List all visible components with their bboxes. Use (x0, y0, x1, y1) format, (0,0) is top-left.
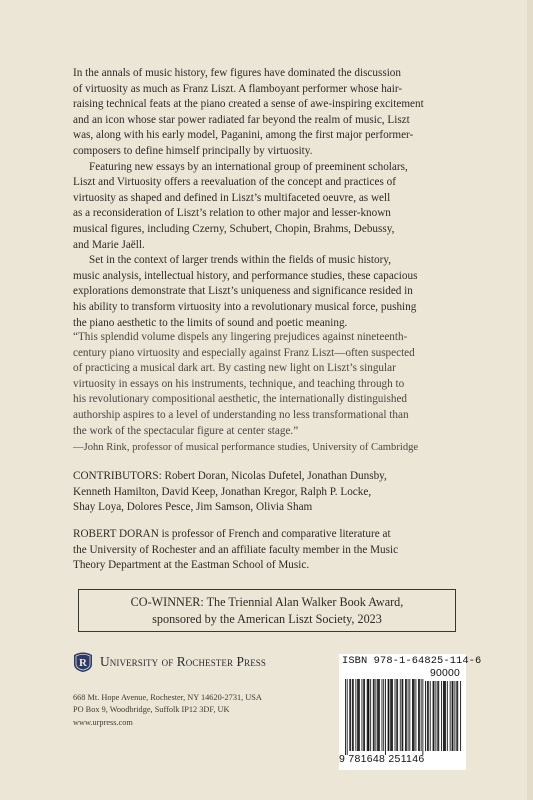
text-line: music analysis, intellectual history, and performance studies, these capacious (73, 269, 418, 282)
barcode-icon (339, 667, 466, 755)
barcode-bar (385, 679, 386, 755)
barcode-bar (353, 679, 354, 751)
barcode-bar (364, 679, 365, 751)
contributors-line: CONTRIBUTORS: Robert Doran, Nicolas Dufetel, Jonathan Dunsby, (73, 470, 387, 482)
address-line: PO Box 9, Woodbridge, Suffolk IP12 3DF, UK (73, 705, 230, 715)
barcode-addon-bar (425, 681, 426, 751)
barcode-bar (391, 679, 392, 751)
barcode-bar (422, 679, 423, 755)
description-paragraph-2 (73, 160, 465, 254)
text-line: raising technical feats at the piano created a sense of awe-inspiring excitement (73, 98, 424, 111)
barcode-bar (349, 679, 350, 751)
book-description (73, 66, 465, 331)
barcode-addon-bar (434, 681, 435, 751)
barcode-bar (345, 679, 346, 755)
barcode-bar (368, 679, 369, 751)
barcode-bar (377, 679, 378, 751)
address-website: www.urpress.com (73, 717, 133, 727)
barcode-bar (367, 679, 368, 751)
barcode-addon-bar (454, 681, 455, 751)
barcode-bar (379, 679, 380, 751)
barcode-bar (414, 679, 415, 751)
text-line: In the annals of music history, few figures have dominated the discussion (73, 67, 401, 79)
text-line: Set in the context of larger trends within the fields of music history, (89, 254, 392, 267)
quote-line: virtuosity in essays on his instruments, technique, and teaching through to (73, 377, 405, 390)
barcode-addon-bar (437, 681, 438, 751)
barcode-bar (400, 679, 401, 751)
barcode-bar (374, 679, 375, 751)
text-line: and an icon whose star power radiated far beyond the realm of music, Liszt (73, 113, 410, 126)
barcode-addon-bar (447, 681, 448, 751)
barcode-bar (412, 679, 413, 751)
author-line: Theory Department at the Eastman School of Music. (73, 559, 310, 572)
barcode-bar (370, 679, 371, 751)
award-box (78, 589, 456, 632)
barcode-bar (382, 679, 383, 751)
contributors-list (73, 469, 465, 516)
barcode-addon-bar (457, 681, 458, 751)
cover-edge (527, 0, 533, 800)
barcode-bar (408, 679, 409, 751)
barcode-addon-bar (438, 681, 439, 751)
barcode-bar (373, 679, 374, 751)
text-line: Liszt and Virtuosity offers a reevaluation of the concept and practices of (73, 176, 396, 189)
quote-line: of practicing a musical dark art. By casting new light on Liszt’s singular (73, 362, 396, 375)
barcode-bar (402, 679, 403, 751)
description-paragraph-1 (73, 66, 465, 160)
barcode-addon-bar (428, 681, 429, 751)
quote-text (73, 330, 468, 439)
publisher-address (73, 692, 333, 729)
address-line: 668 Mt. Hope Avenue, Rochester, NY 14620-2731, USA (73, 693, 262, 702)
barcode-bar (392, 679, 393, 751)
text-line: his ability to transform virtuosity into a revolutionary musical force, pushing (73, 300, 417, 313)
barcode-bar (347, 679, 348, 755)
barcode-bar (368, 679, 369, 751)
barcode-bar (421, 679, 422, 751)
barcode-addon-bar (453, 681, 454, 751)
barcode-bar (358, 679, 359, 751)
barcode-addon-bar (433, 681, 434, 751)
author-line: the University of Rochester and an affiliate faculty member in the Music (73, 543, 399, 556)
barcode-addon-bar (452, 681, 453, 751)
text-line: Featuring new essays by an international group of preeminent scholars, (89, 160, 408, 173)
description-paragraph-3 (73, 253, 465, 331)
text-line: explorations demonstrate that Liszt’s uniqueness and significance resided in (73, 285, 413, 298)
contributors-line: Shay Loya, Dolores Pesce, Jim Samson, Olivia Sham (73, 501, 313, 514)
contributors-line: Kenneth Hamilton, David Keep, Jonathan Kregor, Ralph P. Locke, (73, 485, 372, 498)
barcode-bar (362, 679, 363, 751)
barcode-bar (409, 679, 410, 751)
barcode-bar (383, 679, 384, 751)
barcode-bar (375, 679, 376, 751)
award-line: CO-WINNER: The Triennial Alan Walker Book Award, (130, 595, 404, 609)
barcode-bar (415, 679, 416, 751)
barcode-bar (357, 679, 358, 751)
barcode-addon-bar (444, 681, 445, 751)
barcode-bar (363, 679, 364, 751)
barcode-addon-bar (427, 681, 428, 751)
barcode-addon-bar (456, 681, 457, 751)
publisher-name: University of Rochester Press (100, 654, 267, 669)
isbn-label: ISBN 978-1-64825-114-6 (342, 655, 482, 667)
barcode-addon-digits: 90000 (430, 668, 460, 679)
barcode-bar (388, 679, 389, 751)
publisher-logo-icon (73, 651, 93, 673)
barcode-bar (378, 679, 379, 751)
barcode-bar (355, 679, 356, 751)
text-line: the piano aesthetic to the limits of sound and poetic meaning. (73, 316, 348, 329)
award-line: sponsored by the American Liszt Society, 2023 (152, 612, 382, 626)
barcode-bar (352, 679, 353, 751)
barcode-bar (350, 679, 351, 751)
publisher-imprint (73, 651, 333, 673)
barcode-bar (406, 679, 407, 751)
barcode-bar (419, 679, 420, 751)
text-line: as a reconsideration of Liszt’s relation to other major and lesser-known (73, 207, 391, 220)
barcode-bar (413, 679, 414, 751)
barcode-addon-bar (430, 681, 431, 751)
quote-line: authorship aspires to a level of understanding no less transformational than (73, 408, 409, 421)
quote-line: his revolutionary compositional aesthetic, the internationally distinguished (73, 393, 408, 406)
barcode-bar (405, 679, 406, 751)
barcode-addon-bar (445, 681, 446, 751)
endorsement-quote (73, 330, 468, 456)
barcode-addon-bar (435, 681, 436, 751)
barcode-bar (402, 679, 403, 751)
barcode-addon-bar (443, 681, 444, 751)
barcode-addon-bar (450, 681, 451, 751)
barcode-digits: 9 781648 251146 (339, 753, 425, 765)
quote-attribution: —John Rink, professor of musical performance studies, University of Cambridge (73, 442, 419, 454)
barcode-bar (395, 679, 396, 751)
author-bio (73, 527, 465, 574)
quote-line: century piano virtuosity and especially against Franz Liszt—often suspected (73, 346, 415, 359)
text-line: virtuosity as shaped and defined in Liszt’s multifaceted oeuvre, as well (73, 191, 391, 204)
barcode-bar (397, 679, 398, 751)
text-line: of virtuosity as much as Franz Liszt. A flamboyant performer whose hair- (73, 82, 403, 95)
text-line: and Marie Jaëll. (73, 238, 145, 251)
barcode-bar (390, 679, 391, 751)
quote-line: the work of the spectacular figure at center stage.” (73, 424, 299, 437)
text-line: musical figures, including Czerny, Schubert, Chopin, Brahms, Debussy, (73, 222, 395, 235)
barcode-addon-bar (441, 681, 442, 751)
author-line: ROBERT DORAN is professor of French and comparative literature at (73, 528, 391, 540)
text-line: composers to define himself principally by virtuosity. (73, 144, 313, 157)
barcode-bar (396, 679, 397, 751)
quote-line: “This splendid volume dispels any lingering prejudices against nineteenth- (73, 331, 408, 343)
svg-text:R: R (79, 657, 87, 669)
barcode-bar (359, 679, 360, 751)
barcode-bar (389, 679, 390, 751)
text-line: was, along with his early model, Paganini, among the first major performer- (73, 129, 414, 142)
barcode-addon-bar (460, 681, 461, 751)
barcode-bar (418, 679, 419, 751)
